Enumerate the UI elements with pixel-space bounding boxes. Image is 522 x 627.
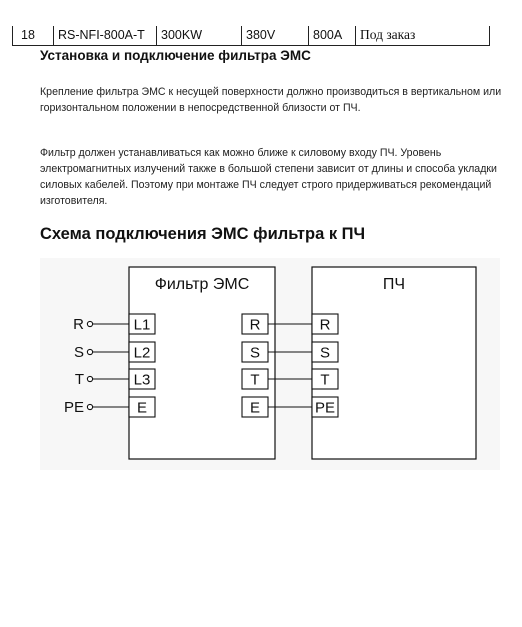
voltage-cell: 380V [241, 26, 311, 45]
vfd-input-label-3: PE [314, 399, 336, 417]
wiring-diagram [40, 258, 500, 470]
supply-label-3: PE [63, 399, 84, 416]
filter-output-label-2: T [250, 371, 260, 389]
supply-label-2: T [74, 371, 84, 388]
row-number: 18 [21, 28, 35, 42]
filter-output-label-1: S [249, 344, 261, 362]
supply-terminal-1 [87, 349, 92, 354]
model-cell: RS-NFI-800A-T [53, 26, 161, 45]
current-cell: 800A [308, 26, 350, 45]
vfd-input-label-0: R [319, 316, 331, 334]
install-paragraph-2: Фильтр должен устанавливаться как можно ближе к силовому входу ПЧ. Уровень электромагнитных излучений также в большой степени зависит от длины и способа укладки силовых кабелей. Поэтому при монтаже ПЧ следует строго придерживаться рекомендаций изготовителя. [40, 147, 497, 207]
vfd-title: ПЧ [382, 276, 406, 293]
diagram-heading: Схема подключения ЭМС фильтра к ПЧ [40, 225, 366, 243]
vfd-input-label-1: S [319, 344, 331, 362]
availability-cell: Под заказ [355, 26, 489, 45]
filter-input-label-3: E [136, 399, 148, 417]
filter-title: Фильтр ЭМС [154, 276, 250, 293]
vfd-box [312, 267, 476, 459]
power-cell: 300KW [156, 26, 246, 45]
wiring-diagram-svg [40, 258, 500, 470]
filter-input-label-0: L1 [133, 316, 151, 334]
supply-terminal-0 [87, 321, 92, 326]
filter-input-label-1: L2 [133, 344, 151, 362]
supply-label-0: R [73, 316, 84, 333]
supply-label-1: S [73, 344, 84, 361]
install-paragraph-1: Крепление фильтра ЭМС к несущей поверхности должно производиться в вертикальном или горизонтальном положении в непосредственной близости от ПЧ. [40, 86, 502, 114]
spec-table-row [12, 26, 490, 46]
supply-terminal-3 [87, 404, 92, 409]
filter-box [129, 267, 275, 459]
vfd-input-label-2: T [320, 371, 330, 389]
supply-terminal-2 [87, 376, 92, 381]
filter-output-label-3: E [249, 399, 261, 417]
filter-output-label-0: R [249, 316, 261, 334]
install-heading: Установка и подключение фильтра ЭМС [40, 48, 311, 63]
filter-input-label-2: L3 [133, 371, 151, 389]
